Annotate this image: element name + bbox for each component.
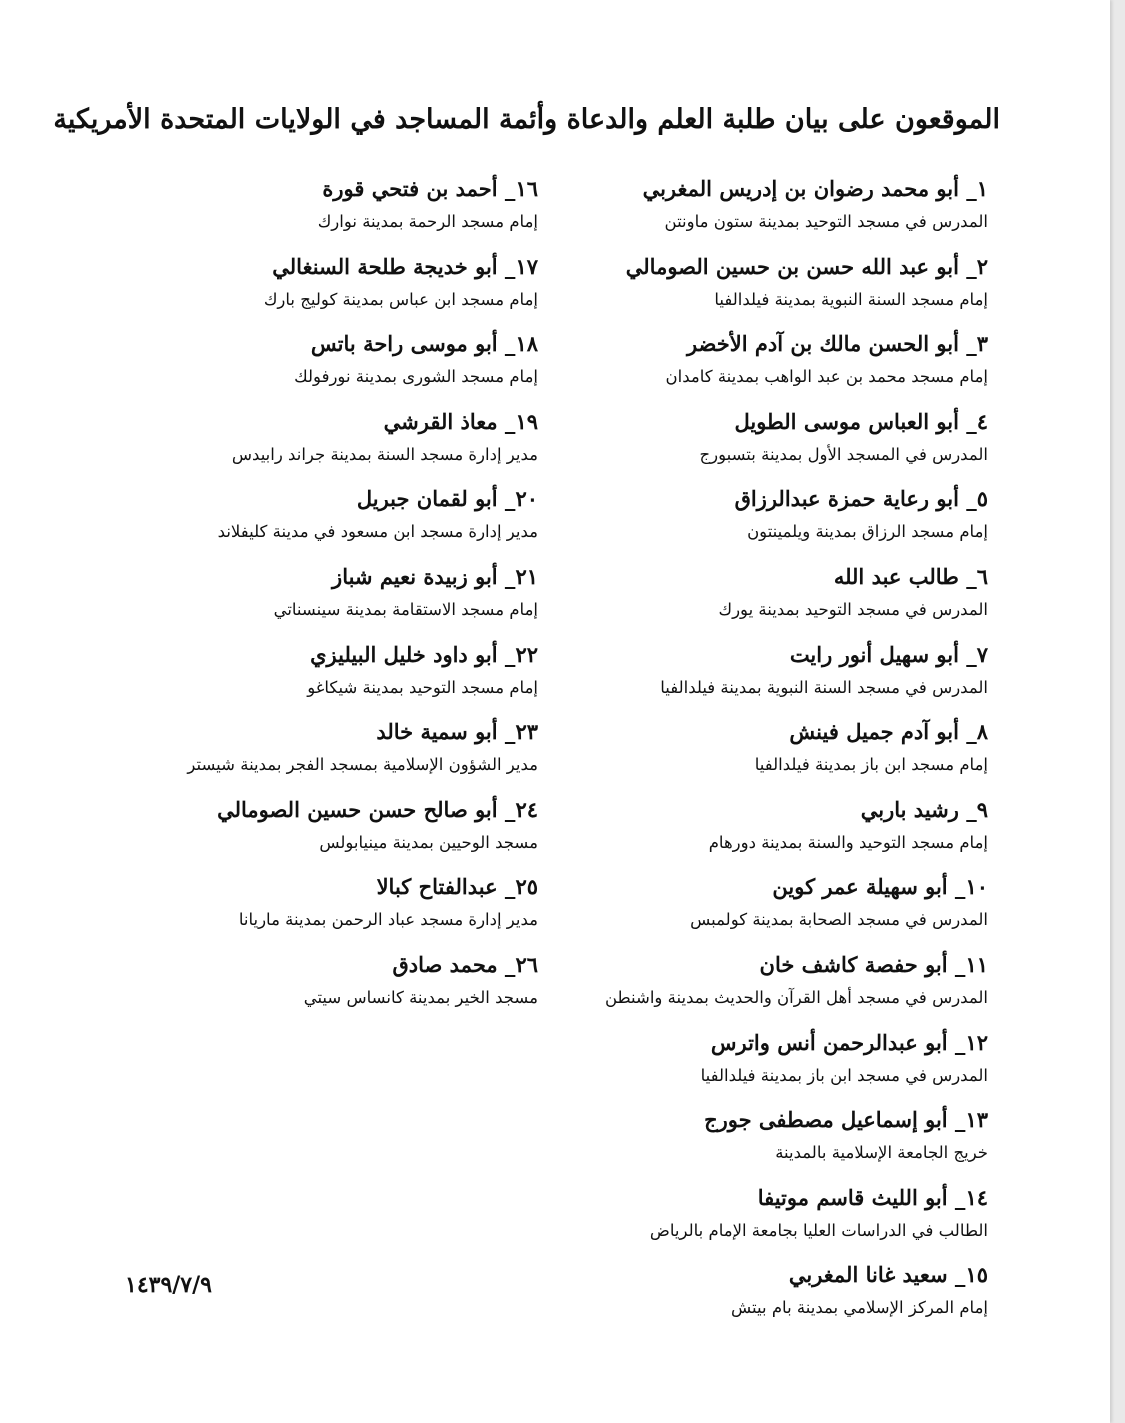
signatory-role: مدير إدارة مسجد السنة بمدينة جراند رابيدس xyxy=(231,444,538,464)
signatory-name: ١٠_ أبو سهيلة عمر كوين xyxy=(772,874,988,900)
signatory-entry xyxy=(118,638,538,716)
signatory-entry xyxy=(558,482,988,560)
signatory-name: ١٣_ أبو إسماعيل مصطفى جورج xyxy=(704,1107,988,1133)
signatory-role: إمام المركز الإسلامي بمدينة بام بيتش xyxy=(731,1298,988,1318)
signatory-name: ٥_ أبو رعاية حمزة عبدالرزاق xyxy=(734,486,988,512)
signatory-entry xyxy=(118,327,538,405)
signatory-name: ١_ أبو محمد رضوان بن إدريس المغربي xyxy=(642,176,988,201)
signatory-role: خريج الجامعة الإسلامية بالمدينة xyxy=(775,1143,988,1163)
signatory-role: إمام مسجد السنة النبوية بمدينة فيلدالفيا xyxy=(714,289,988,309)
signatory-name: ١٨_ أبو موسى راحة باتس xyxy=(310,331,538,357)
signatory-entry xyxy=(558,405,988,483)
signatory-role: إمام مسجد الرحمة بمدينة نوارك xyxy=(317,212,538,231)
signatory-name: ١٤_ أبو الليث قاسم موتيفا xyxy=(757,1184,988,1210)
signatory-name: ١٦_ أحمد بن فتحي قورة xyxy=(322,176,538,201)
signatory-role: إمام مسجد محمد بن عبد الواهب بمدينة كامدان xyxy=(665,367,988,387)
signatory-name: ٣_ أبو الحسن مالك بن آدم الأخضر xyxy=(686,331,988,357)
signatory-entry xyxy=(558,948,988,1026)
signatory-name: ٢٦_ محمد صادق xyxy=(392,951,538,977)
signatory-role: المدرس في مسجد التوحيد بمدينة ستون ماونتن xyxy=(664,212,988,231)
signatories-column-right xyxy=(558,172,988,1336)
signatory-role: إمام مسجد الشورى بمدينة نورفولك xyxy=(294,367,538,387)
signatory-entry xyxy=(118,715,538,793)
signatory-entry xyxy=(558,327,988,405)
signatory-role: مدير إدارة مسجد عباد الرحمن بمدينة ماريانا xyxy=(238,910,538,930)
signatory-name: ٢٤_ أبو صالح حسن حسين الصومالي xyxy=(217,796,538,822)
signatory-name: ١٢_ أبو عبدالرحمن أنس واترس xyxy=(710,1029,988,1055)
signatory-role: مسجد الخير بمدينة كانساس سيتي xyxy=(303,987,538,1007)
signatory-name: ٢٠_ أبو لقمان جبريل xyxy=(356,486,538,512)
signatory-name: ٢٥_ عبدالفتاح كبالا xyxy=(376,874,538,900)
signatory-name: ١٧_ أبو خديجة طلحة السنغالي xyxy=(272,253,538,279)
signatory-role: إمام مسجد ابن عباس بمدينة كوليج بارك xyxy=(263,289,538,309)
signatory-entry xyxy=(118,250,538,328)
signatory-role: مسجد الوحيين بمدينة مينيابولس xyxy=(319,832,538,852)
document-date: ١٤٣٩/٧/٩ xyxy=(125,1272,212,1298)
signatory-entry xyxy=(558,1026,988,1104)
signatory-role: الطالب في الدراسات العليا بجامعة الإمام بالرياض xyxy=(649,1220,988,1240)
signatory-name: ٩_ رشيد باربي xyxy=(860,796,988,822)
signatory-role: إمام مسجد التوحيد والسنة بمدينة دورهام xyxy=(708,832,988,852)
signatory-name: ٦_ طالب عبد الله xyxy=(833,563,988,589)
signatories-column-left xyxy=(118,172,538,1026)
signatory-role: المدرس في المسجد الأول بمدينة بتسبورج xyxy=(699,444,988,464)
signatory-entry xyxy=(118,948,538,1026)
signatory-entry xyxy=(558,560,988,638)
signatory-role: إمام مسجد التوحيد بمدينة شيكاغو xyxy=(307,677,538,697)
signatory-entry xyxy=(118,405,538,483)
signatory-entry xyxy=(118,482,538,560)
signatory-entry xyxy=(118,870,538,948)
signatory-role: إمام مسجد الرزاق بمدينة ويلمينتون xyxy=(747,522,988,542)
signatory-name: ١١_ أبو حفصة كاشف خان xyxy=(759,951,988,977)
signatory-name: ٤_ أبو العباس موسى الطويل xyxy=(734,408,988,434)
signatory-name: ٧_ أبو سهيل أنور رايت xyxy=(789,641,988,667)
signatory-entry xyxy=(118,793,538,871)
document-title: الموقعون على بيان طلبة العلم والدعاة وأئمة المساجد في الولايات المتحدة الأمريكية xyxy=(53,104,1000,135)
signatory-role: المدرس في مسجد ابن باز بمدينة فيلدالفيا xyxy=(700,1065,988,1085)
signatory-name: ١٥_ سعيد غانا المغربي xyxy=(788,1262,988,1288)
signatory-entry xyxy=(558,250,988,328)
signatory-entry xyxy=(558,172,988,250)
signatory-entry xyxy=(558,1103,988,1181)
signatory-entry xyxy=(118,172,538,250)
signatory-entry xyxy=(558,715,988,793)
signatory-entry xyxy=(558,870,988,948)
signatory-role: المدرس في مسجد السنة النبوية بمدينة فيلدالفيا xyxy=(660,677,988,697)
signatory-role: المدرس في مسجد التوحيد بمدينة يورك xyxy=(718,599,988,619)
signatory-role: المدرس في مسجد أهل القرآن والحديث بمدينة واشنطن xyxy=(604,987,988,1007)
signatory-role: مدير إدارة مسجد ابن مسعود في مدينة كليفلاند xyxy=(217,522,538,542)
signatory-entry xyxy=(558,638,988,716)
signatory-role: إمام مسجد ابن باز بمدينة فيلدالفيا xyxy=(754,755,988,775)
signatory-role: إمام مسجد الاستقامة بمدينة سينسناتي xyxy=(273,599,538,619)
signatory-entry xyxy=(558,1181,988,1259)
signatory-name: ٢١_ أبو زبيدة نعيم شباز xyxy=(332,563,538,589)
signatory-name: ٢٢_ أبو داود خليل البيليزي xyxy=(310,641,538,667)
signatory-entry xyxy=(558,1258,988,1336)
signatory-entry xyxy=(118,560,538,638)
signatory-role: مدير الشؤون الإسلامية بمسجد الفجر بمدينة شيستر xyxy=(187,755,538,775)
signatory-name: ٢٣_ أبو سمية خالد xyxy=(376,719,538,745)
signatory-role: المدرس في مسجد الصحابة بمدينة كولمبس xyxy=(690,910,988,930)
signatory-name: ٢_ أبو عبد الله حسن بن حسين الصومالي xyxy=(625,253,988,279)
signatory-name: ٨_ أبو آدم جميل فينش xyxy=(789,719,988,745)
signatory-entry xyxy=(558,793,988,871)
signatory-name: ١٩_ معاذ القرشي xyxy=(383,408,538,434)
